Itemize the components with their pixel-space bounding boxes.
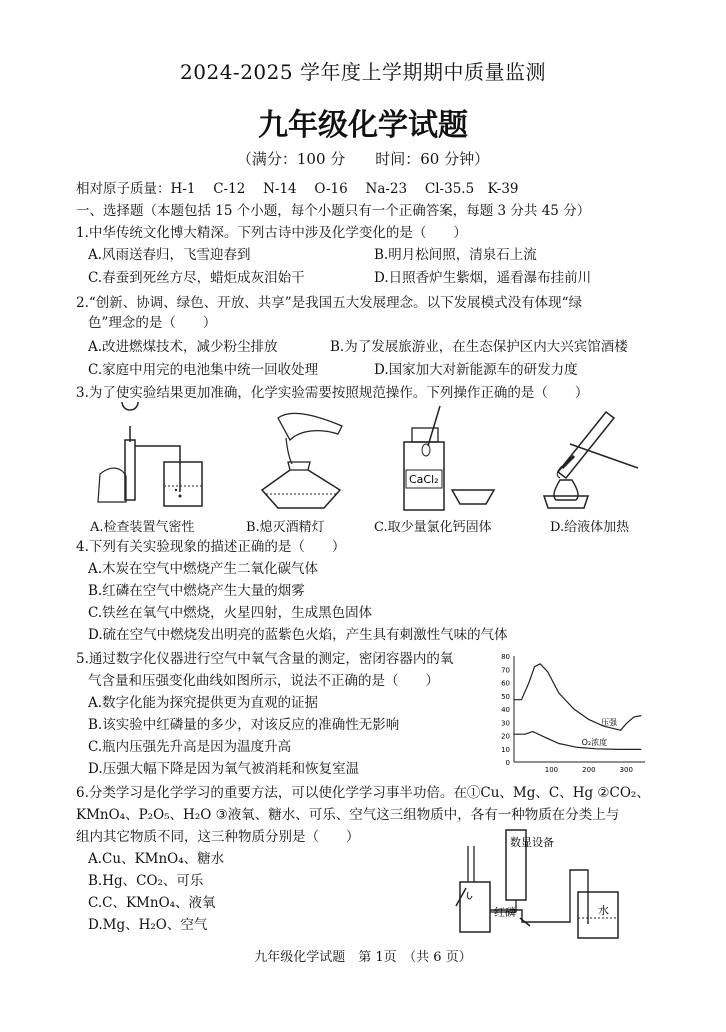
- q6-option-d: D.Mg、H₂O、空气: [88, 917, 208, 933]
- figure-calcium-chloride-bottle: [398, 404, 508, 512]
- figure-airtightness-check: [92, 402, 212, 512]
- q1-option-d: D.日照香炉生紫烟，遥看瀑布挂前川: [374, 270, 592, 286]
- y-tick-label: 30: [501, 719, 510, 728]
- y-tick-label: 60: [501, 679, 510, 688]
- q2-option-d: D.国家加大对新能源车的研发力度: [374, 362, 578, 378]
- q1-option-a: A.风雨送春归，飞雪迎春到: [88, 247, 251, 263]
- q5-stem-line1: 5.通过数字化仪器进行空气中氧气含量的测定，密闭容器内的氧: [76, 651, 454, 667]
- figure-heating-test-tube: [536, 404, 646, 512]
- q1-option-c: C.春蚕到死丝方尽，蜡炬成灰泪始干: [88, 270, 305, 286]
- series-label: O₂浓度: [581, 737, 608, 747]
- series-line-0: [514, 664, 641, 730]
- q1-option-b: B.明月松间照，清泉石上流: [374, 247, 537, 263]
- y-tick-label: 70: [501, 666, 510, 675]
- page-footer: 九年级化学试题 第 1页 （共 6 页）: [254, 950, 472, 965]
- q6-stem-line3: 组内其它物质不同，这三种物质分别是（ ）: [76, 829, 360, 845]
- x-tick-label: 100: [544, 766, 559, 774]
- q2-stem-line2: 色”理念的是（ ）: [88, 315, 217, 331]
- section-heading: 一、选择题（本题包括 15 个小题，每个小题只有一个正确答案，每题 3 分共 45 分）: [76, 203, 591, 219]
- q5-option-b: B.该实验中红磷量的多少，对该反应的准确性无影响: [88, 717, 400, 733]
- exam-term: 2024-2025 学年度上学期期中质量监测: [180, 60, 546, 84]
- y-tick-label: 10: [501, 745, 510, 754]
- q5-option-c: C.瓶内压强先升高是因为温度升高: [88, 739, 292, 755]
- q3-option-b: B.熄灭酒精灯: [246, 520, 325, 535]
- q3-option-c: C.取少量氯化钙固体: [374, 520, 492, 535]
- exam-title: 九年级化学试题: [258, 108, 468, 143]
- q4-option-a: A.木炭在空气中燃烧产生二氧化碳气体: [88, 561, 319, 577]
- q2-stem-line1: 2.“创新、协调、绿色、开放、共享”是我国五大发展理念。以下发展模式没有体现“绿: [76, 295, 583, 311]
- series-line-1: [514, 732, 641, 750]
- q5-option-a: A.数字化能为探究提供更为直观的证据: [88, 695, 319, 711]
- q4-stem: 4.下列有关实验现象的描述正确的是（ ）: [76, 539, 346, 555]
- x-tick-label: 200: [582, 766, 596, 774]
- pressure-oxygen-chart: [490, 650, 650, 780]
- q6-option-b: B.Hg、CO₂、可乐: [88, 873, 204, 889]
- q2-option-a: A.改进燃煤技术，减少粉尘排放: [88, 339, 278, 355]
- y-tick-label: 80: [501, 653, 510, 661]
- q6-stem-line2: KMnO₄、P₂O₅、H₂O ③液氧、糖水、可乐、空气这三组物质中，各有一种物质在分类上与: [76, 807, 620, 823]
- figure-alcohol-lamp-blowing: [248, 404, 358, 512]
- q6-option-a: A.Cu、KMnO₄、糖水: [88, 851, 225, 867]
- red-phosphorus-label: 红磷: [494, 906, 516, 919]
- q6-option-c: C.C、KMnO₄、液氧: [88, 895, 216, 911]
- figure-oxygen-apparatus: [430, 826, 630, 942]
- exam-meta: （满分：100 分 时间：60 分钟）: [236, 150, 490, 168]
- q5-option-d: D.压强大幅下降是因为氧气被消耗和恢复室温: [88, 761, 360, 777]
- q4-option-b: B.红磷在空气中燃烧产生大量的烟雾: [88, 583, 305, 599]
- atomic-masses: 相对原子质量：H-1 C-12 N-14 O-16 Na-23 Cl-35.5 K-39: [76, 181, 519, 197]
- q6-stem-line1: 6.分类学习是化学学习的重要方法，可以使化学学习事半功倍。在①Cu、Mg、C、Hg ②CO₂、: [76, 785, 650, 801]
- q5-stem-line2: 气含量和压强变化曲线如图所示，说法不正确的是（ ）: [88, 673, 439, 689]
- y-tick-label: 20: [501, 732, 510, 741]
- series-label: 压强: [601, 717, 618, 727]
- q4-option-d: D.硫在空气中燃烧发出明亮的蓝紫色火焰，产生具有刺激性气味的气体: [88, 627, 508, 643]
- y-tick-label: 50: [501, 692, 510, 701]
- q2-option-b: B.为了发展旅游业，在生态保护区内大兴宾馆酒楼: [330, 339, 628, 355]
- y-tick-label: 40: [501, 706, 510, 714]
- bottle-label: CaCl₂: [409, 473, 439, 486]
- q3-stem: 3.为了使实验结果更加准确，化学实验需要按照规范操作。下列操作正确的是（ ）: [76, 385, 589, 401]
- q3-option-a: A.检查装置气密性: [90, 520, 195, 535]
- x-tick-label: 300: [619, 766, 633, 774]
- water-label: 水: [598, 904, 609, 917]
- q4-option-c: C.铁丝在氧气中燃烧，火星四射，生成黑色固体: [88, 605, 373, 621]
- q1-stem: 1.中华传统文化博大精深。下列古诗中涉及化学变化的是（ ）: [76, 225, 467, 241]
- q2-option-c: C.家庭中用完的电池集中统一回收处理: [88, 362, 319, 378]
- q3-option-d: D.给液体加热: [550, 520, 630, 535]
- digital-device-label: 数显设备: [510, 836, 554, 849]
- y-tick-label: 0: [505, 759, 510, 767]
